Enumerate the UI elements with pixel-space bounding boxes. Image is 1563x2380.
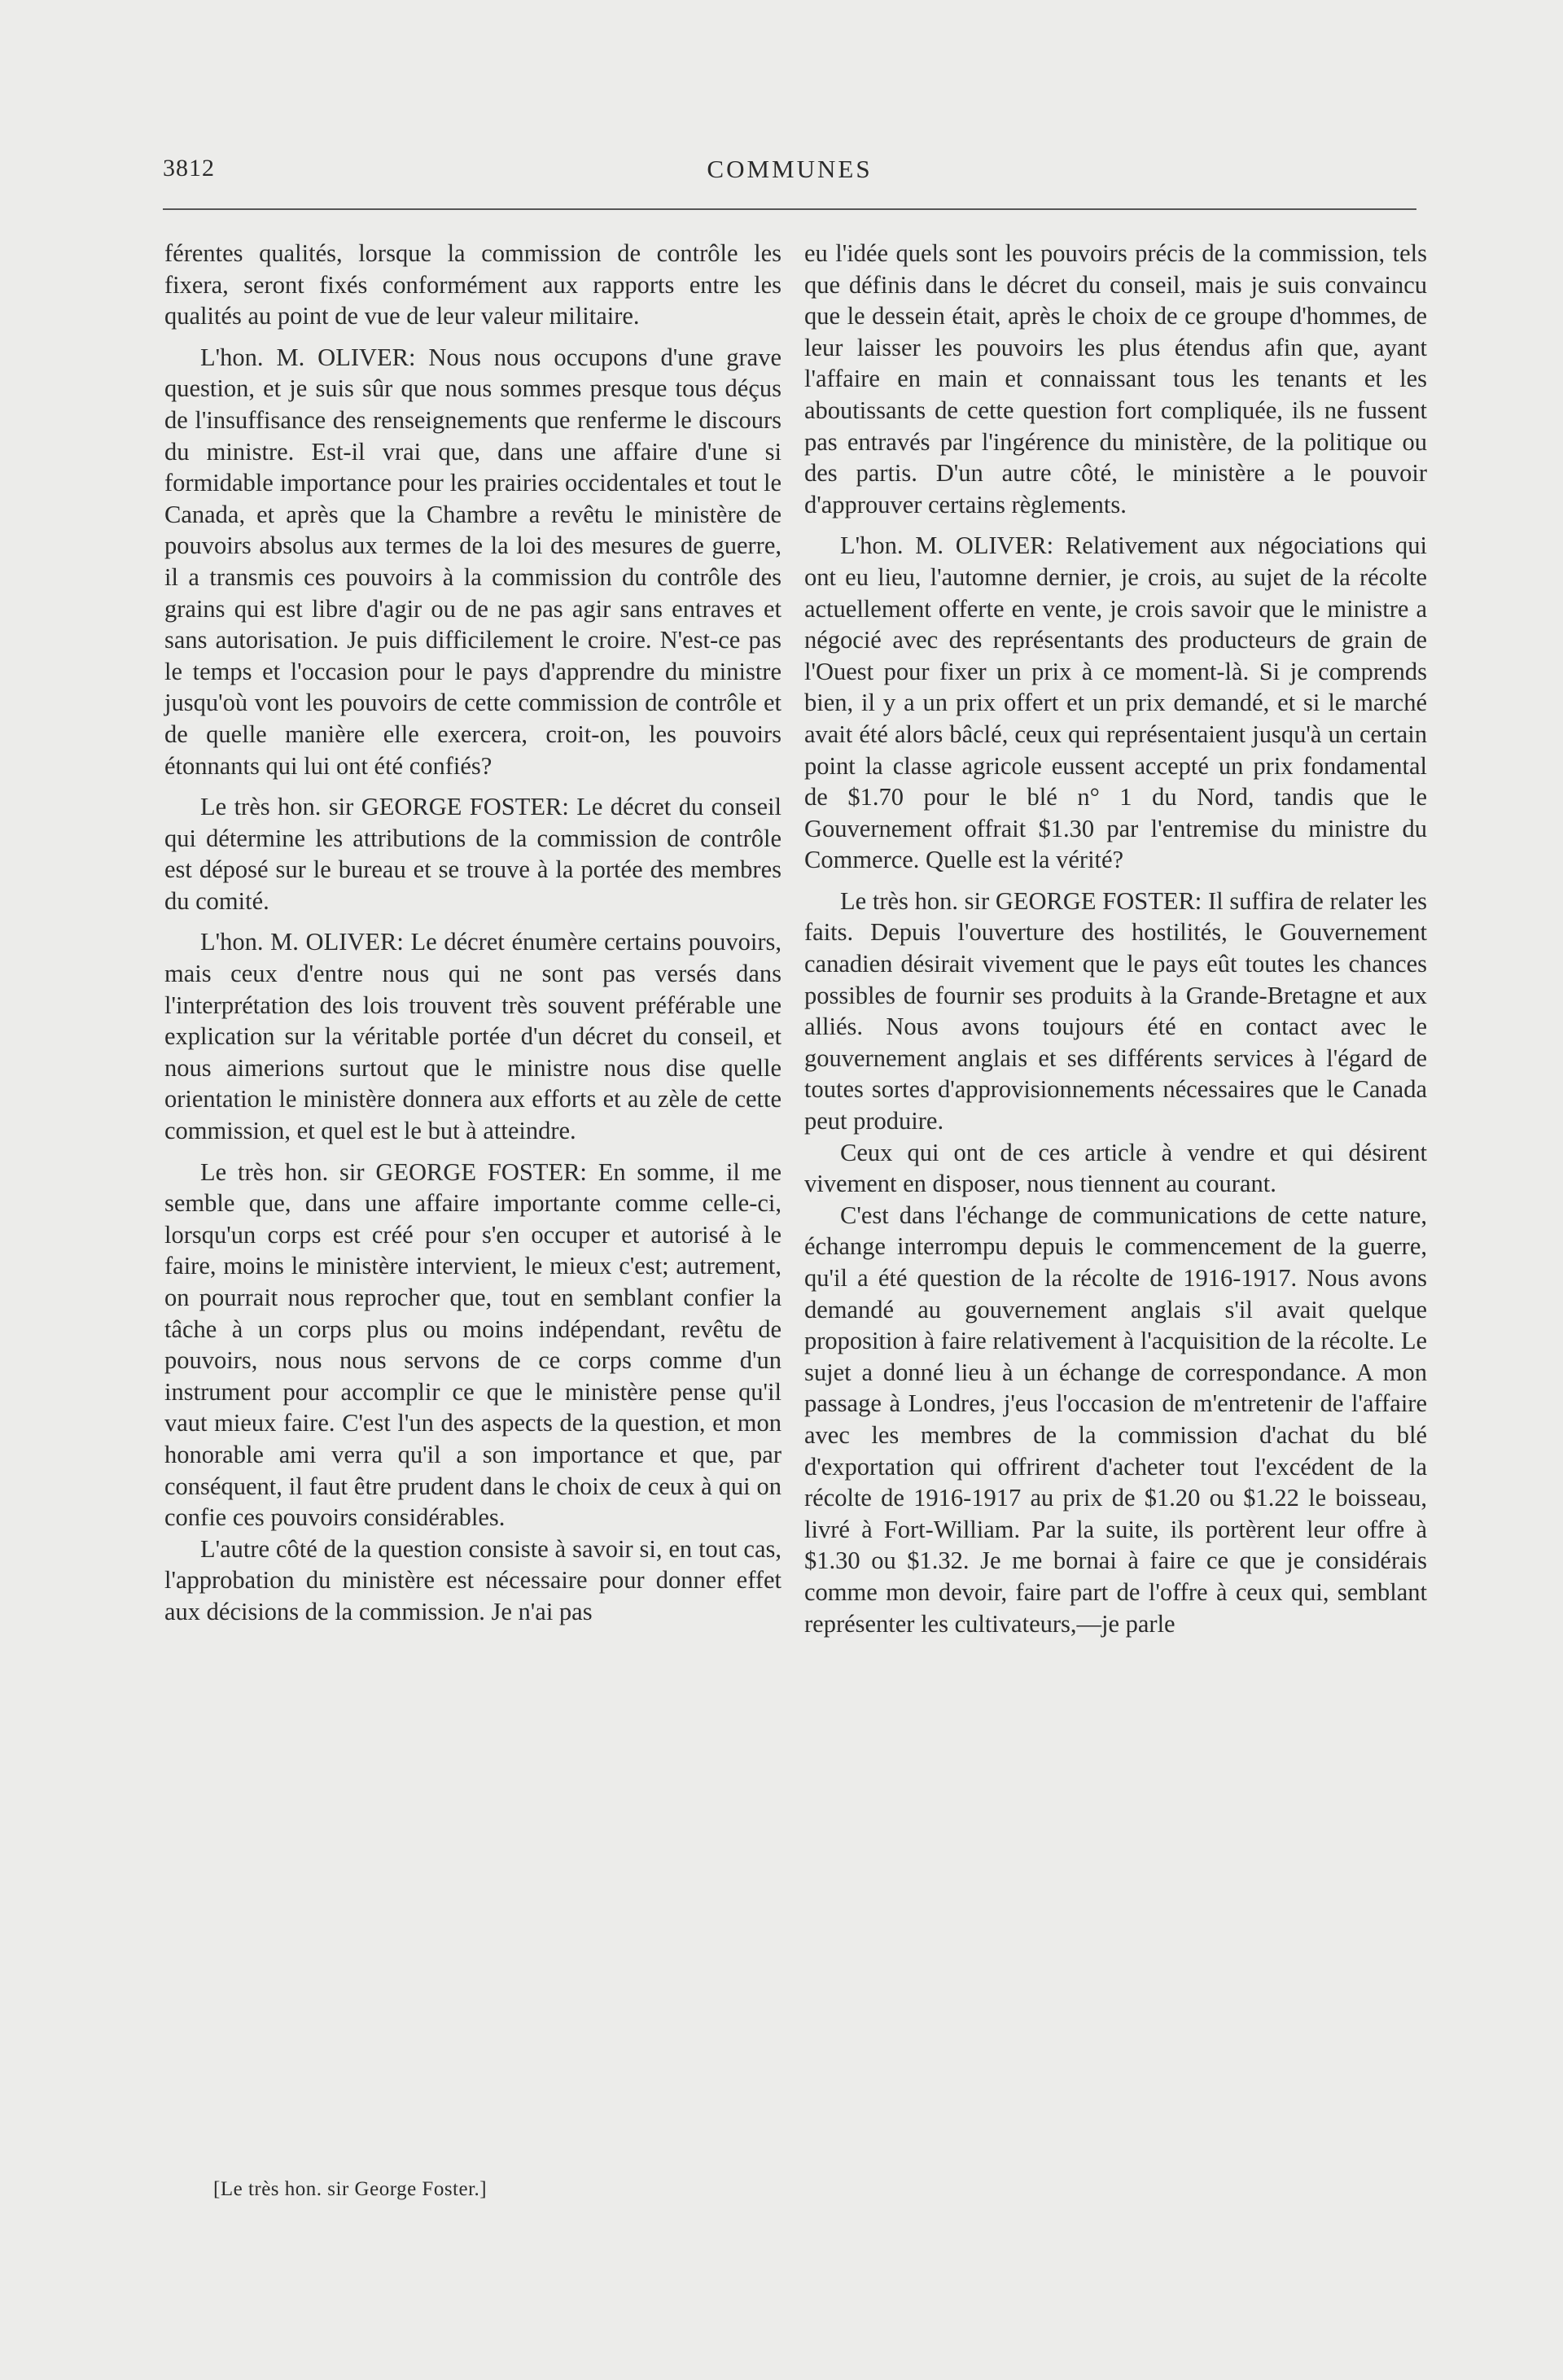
paragraph: L'hon. M. OLIVER: Relativement aux négociations qui ont eu lieu, l'automne dernier, je crois, au sujet de la récolte actuellement offerte en vente, je crois savoir que le ministre a négocié avec des représentants des producteurs de grain de l'Ouest pour fixer un prix à ce moment-là. Si je comprends bien, il y a un prix offert et un prix demandé, et si le marché avait été alors bâclé, ceux qui représentaient jusqu'à un certain point la classe agricole eussent accepté un prix fondamental de $1.70 pour le blé n° 1 du Nord, tandis que le Gouvernement offrait $1.30 par l'entremise du ministre du Commerce. Quelle est la vérité? — [804, 532, 1427, 874]
paragraph: L'hon. M. OLIVER: Le décret énumère certains pouvoirs, mais ceux d'entre nous qui ne sont pas versés dans l'interprétation des lois trouvent très souvent préférable une explication sur la véritable portée d'un décret du conseil, et nous aimerions surtout que le ministre nous dise quelle orientation le ministère donnera aux efforts et au zèle de cette commission, et quel est le but à atteindre. — [164, 928, 782, 1145]
header-rule — [163, 208, 1416, 210]
paragraph: eu l'idée quels sont les pouvoirs précis de la commission, tels que définis dans le décret du conseil, mais je suis convaincu que le dessein était, après le choix de ce groupe d'hommes, de leur laisser les pouvoirs les plus étendus afin que, ayant l'affaire en main et connaissant tous les tenants et les aboutissants de cette question fort compliquée, ils ne fussent pas entravés par l'ingérence du ministère, de la politique ou des partis. D'un autre côté, le ministère a le pouvoir d'approuver certains règlements. — [804, 239, 1427, 518]
left-column — [164, 238, 782, 1628]
page-number: 3812 — [163, 155, 215, 182]
paragraph: L'autre côté de la question consiste à savoir si, en tout cas, l'approbation du ministère est nécessaire pour donner effet aux décisions de la commission. Je n'ai pas — [164, 1534, 782, 1625]
right-column — [804, 238, 1427, 1639]
paragraph: Le très hon. sir GEORGE FOSTER: En somme, il me semble que, dans une affaire importante comme celle-ci, lorsqu'un corps est créé pour s'en occuper et autorisé à le faire, moins le ministère intervient, le mieux c'est; autrement, on pourrait nous reprocher que, tout en semblant confier la tâche à un corps plus ou moins indépendant, revêtu de pouvoirs, nous nous servons de ce corps comme d'un instrument pour accomplir ce que le ministère pense qu'il vaut mieux faire. C'est l'un des aspects de la question, et mon honorable ami verra qu'il a son importance et que, par conséquent, il faut être prudent dans le choix de ceux à qui on confie ces pouvoirs considérables. — [164, 1157, 782, 1532]
paragraph: C'est dans l'échange de communications de cette nature, échange interrompu depuis le commencement de la guerre, qu'il a été question de la récolte de 1916-1917. Nous avons demandé au gouvernement anglais s'il avait quelque proposition à faire relativement à l'acquisition de la récolte. Le sujet a donné lieu à un échange de correspondance. A mon passage à Londres, j'eus l'occasion de m'entretenir de l'affaire avec les membres de la commission d'achat du blé d'exportation qui offrirent d'acheter tout l'excédent de la récolte de 1916-1917 au prix de $1.20 ou $1.22 le boisseau, livré à Fort-William. Par la suite, ils portèrent leur offre à $1.30 ou $1.32. Je me bornai à faire ce que je considérais comme mon devoir, faire part de l'offre à ceux qui, semblant représenter les cultivateurs,—je parle — [804, 1201, 1427, 1638]
paragraph: férentes qualités, lorsque la commission de contrôle les fixera, seront fixés conformément aux rapports entre les qualités au point de vue de leur valeur militaire. — [164, 239, 782, 330]
speaker-footnote: [Le très hon. sir George Foster.] — [213, 2178, 488, 2200]
paragraph: Ceux qui ont de ces article à vendre et qui désirent vivement en disposer, nous tiennent au courant. — [804, 1138, 1427, 1198]
paragraph: L'hon. M. OLIVER: Nous nous occupons d'une grave question, et je suis sûr que nous sommes presque tous déçus de l'insuffisance des renseignements que renferme le discours du ministre. Est-il vrai que, dans une affaire d'une si formidable importance pour les prairies occidentales et tout le Canada, et après que la Chambre a revêtu le ministère de pouvoirs absolus aux termes de la loi des mesures de guerre, il a transmis ces pouvoirs à la commission du contrôle des grains qui est libre d'agir ou de ne pas agir sans entraves et sans autorisation. Je puis difficilement le croire. N'est-ce pas le temps et l'occasion pour le pays d'apprendre du ministre jusqu'où vont les pouvoirs de cette commission de contrôle et de quelle manière elle exercera, croit-on, les pouvoirs étonnants qui lui ont été confiés? — [164, 343, 782, 780]
page-header — [163, 155, 1416, 187]
paragraph: Le très hon. sir GEORGE FOSTER: Il suffira de relater les faits. Depuis l'ouverture des hostilités, le Gouvernement canadien désirait vivement que le pays eût toutes les chances possibles de fournir ses produits à la Grande-Bretagne et aux alliés. Nous avons toujours été en contact avec le gouvernement anglais et ses différents services à l'égard de toutes sortes d'approvisionnements nécessaires que le Canada peut produire. — [804, 886, 1427, 1135]
paragraph: Le très hon. sir GEORGE FOSTER: Le décret du conseil qui détermine les attributions de la commission de contrôle est déposé sur le bureau et se trouve à la portée des membres du comité. — [164, 793, 782, 915]
running-head: COMMUNES — [707, 155, 873, 183]
